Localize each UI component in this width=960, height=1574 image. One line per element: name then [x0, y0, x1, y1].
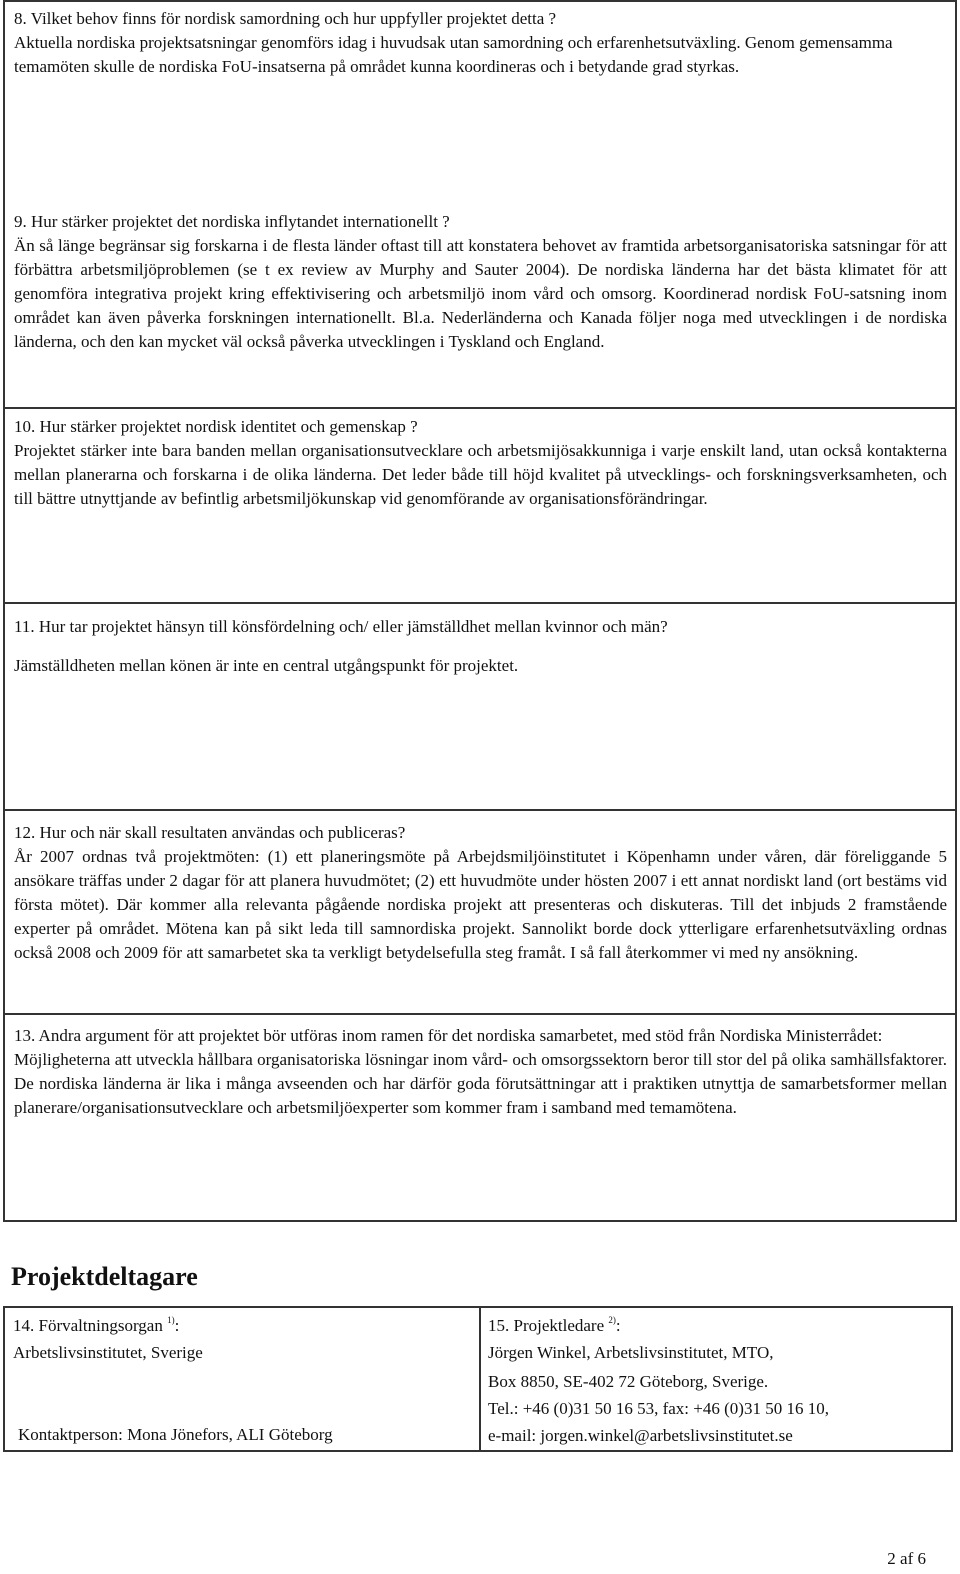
administrator-org: Arbetslivsinstitutet, Sverige — [13, 1343, 203, 1362]
participants-title: Projektdeltagare — [11, 1262, 198, 1291]
divider — [5, 407, 955, 409]
section-9-heading: 9. Hur stärker projektet det nordiska inflytandet internationellt ? — [14, 212, 450, 231]
administrator-label-line — [13, 1314, 179, 1338]
section-8 — [5, 7, 955, 79]
footnote-marker: 1) — [167, 1315, 175, 1325]
project-leader-label-line — [488, 1314, 621, 1338]
section-13 — [5, 1024, 955, 1120]
section-9-body: Än så länge begränsar sig forskarna i de flesta länder oftast till att konstatera behovet av framtida arbetsorganisatoriska satsningar för att förbättra arbetsmiljöproblemen (se t ex review av Murphy and Sauter 2004). De nordiska länderna har det bästa klimatet för att genomföra integrativa projekt kring effektivisering och arbetsmiljö inom vård och omsorg. Koordinerad nordisk FoU-satsning inom området kan även påverka forskningen internationellt. Bl.a. Nederländerna och Kanada följer noga med utvecklingen i de nordiska länderna, och den kan mycket väl också påverka utvecklingen i Tyskland och England. — [14, 236, 947, 351]
project-leader-address: Box 8850, SE-402 72 Göteborg, Sverige. — [488, 1372, 769, 1391]
section-11 — [5, 615, 955, 678]
administrator-label: 14. Förvaltningsorgan — [13, 1316, 163, 1335]
divider — [5, 602, 955, 604]
section-8-body: Aktuella nordiska projektsatsningar genomförs idag i huvudsak utan samordning och erfarenhetsutväxling. Genom gemensamma temamöten skulle de nordiska FoU-insatserna på området kunna koordineras och i betydande grad styrkas. — [14, 33, 893, 76]
project-leader-phone: Tel.: +46 (0)31 50 16 53, fax: +46 (0)31 50 16 10, — [488, 1399, 829, 1418]
page-number: 2 af 6 — [887, 1549, 926, 1568]
project-leader-email: e-mail: jorgen.winkel@arbetslivsinstitutet.se — [488, 1426, 793, 1445]
footnote-marker: 2) — [608, 1315, 616, 1325]
label-colon: : — [615, 1316, 621, 1335]
section-8-heading: 8. Vilket behov finns för nordisk samordning och hur uppfyller projektet detta ? — [14, 9, 557, 28]
contact-person: Kontaktperson: Mona Jönefors, ALI Göteborg — [18, 1425, 333, 1444]
section-13-body: Möjligheterna att utveckla hållbara organisatoriska lösningar inom vård- och omsorgssektorn beror till stor del på olika samhällsfaktorer. De nordiska länderna är lika i många avseenden och har därför goda förutsättningar att i praktiken utnyttja de samarbetsformer mellan planerare/organisationsutvecklare och arbetsmiljöexperter som kommer fram i samband med temamötena. — [14, 1050, 947, 1117]
participants-table — [3, 1306, 953, 1452]
divider — [5, 809, 955, 811]
section-10-heading: 10. Hur stärker projektet nordisk identitet och gemenskap ? — [14, 417, 418, 436]
section-12-heading: 12. Hur och när skall resultaten användas och publiceras? — [14, 823, 406, 842]
project-leader-label: 15. Projektledare — [488, 1316, 605, 1335]
section-9 — [5, 210, 955, 354]
administrator-cell — [5, 1308, 481, 1450]
section-10-body: Projektet stärker inte bara banden mellan organisationsutvecklare och arbetsmijösakkunniga i varje enskilt land, utan också kontakterna mellan planerarna och forskarna i de olika länderna. Det leder både till höjd kvalitet på utvecklings- och forskningsverksamheten, och till bättre utnyttjande av befintlig arbetsmiljökunskap vid genomförande av organisationsförändringar. — [14, 441, 947, 508]
divider — [5, 1013, 955, 1015]
section-12-body: År 2007 ordnas två projektmöten: (1) ett planeringsmöte på Arbejdsmiljöinstitutet i Köpenhamn under våren, där föreliggande 5 ansökare träffas under 2 dagar för att planera huvudmötet; (2) ett huvudmöte under hösten 2007 i ett annat nordiskt land (ort bestäms vid första mötet). Där kommer alla relevanta pågående nordiska projekt att presenteras och diskuteras. Till det inbjuds 2 framstående experter på området. Mötena kan på sikt leda till samnordiska projekt. Sannolikt borde dock ytterligare erfarenhetsutväxling ordnas också 2008 och 2009 för att samarbetet ska ta verkligt betydelsefulla steg framåt. I så fall återkommer vi med ny ansökning. — [14, 847, 947, 962]
section-10 — [5, 415, 955, 511]
label-colon: : — [174, 1316, 180, 1335]
section-13-heading: 13. Andra argument för att projektet bör utföras inom ramen för det nordiska samarbetet, med stöd från Nordiska Ministerrådet: — [14, 1026, 883, 1045]
section-12 — [5, 821, 955, 965]
questions-box — [3, 0, 957, 1222]
section-11-body: Jämställdheten mellan könen är inte en central utgångspunkt för projektet. — [14, 656, 519, 675]
project-leader-cell — [481, 1308, 951, 1450]
section-11-heading: 11. Hur tar projektet hänsyn till könsfördelning och/ eller jämställdhet mellan kvinnor och män? — [14, 617, 668, 636]
project-leader-name: Jörgen Winkel, Arbetslivsinstitutet, MTO, — [488, 1343, 774, 1362]
